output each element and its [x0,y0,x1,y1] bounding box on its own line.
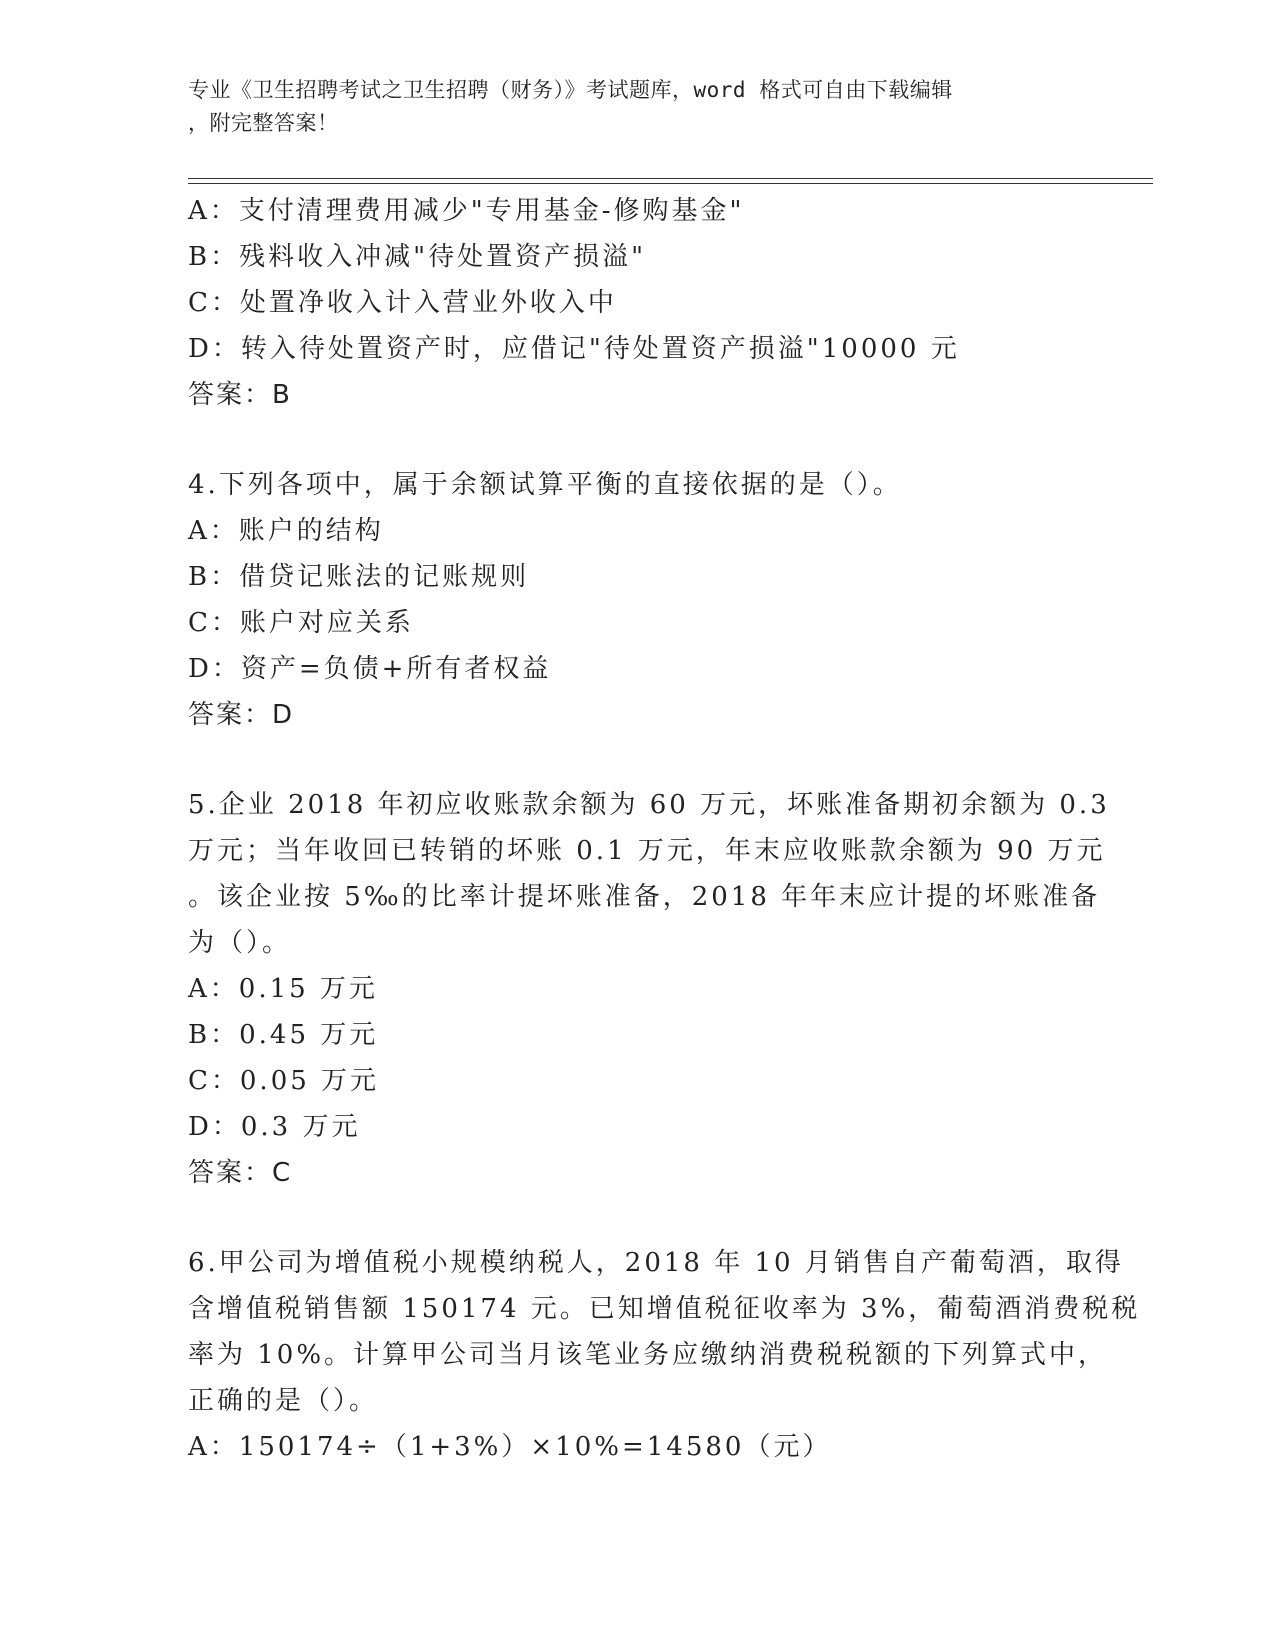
option-d: D：转入待处置资产时，应借记"待处置资产损溢"10000 元 [188,334,960,364]
question-text-line-3: 。该企业按 5‰的比率计提坏账准备，2018 年年末应计提的坏账准备 [188,882,1101,912]
spacer [188,418,1088,462]
question-list [188,188,1141,1470]
option-b: B：借贷记账法的记账规则 [188,562,530,592]
document-header [188,74,1078,140]
option-a: A：账户的结构 [188,516,384,546]
option-a: A：150174÷（1+3%）×10%=14580（元） [188,1432,832,1462]
option-c: C：账户对应关系 [188,608,414,638]
option-b: B：0.45 万元 [188,1020,379,1050]
option-b: B：残料收入冲减"待处置资产损溢" [188,242,647,272]
question-text-line-3: 率为 10%。计算甲公司当月该笔业务应缴纳消费税税额的下列算式中， [188,1340,1108,1370]
option-d: D：资产=负债+所有者权益 [188,654,552,684]
question-text: 4.下列各项中，属于余额试算平衡的直接依据的是（）。 [188,470,902,500]
option-a: A：支付清理费用减少"专用基金-修购基金" [188,196,745,226]
answer-label: 答案：D [188,700,295,730]
question-4 [188,462,1088,738]
question-text-line-2: 万元；当年收回已转销的坏账 0.1 万元，年末应收账款余额为 90 万元 [188,836,1106,866]
question-text-line-1: 6.甲公司为增值税小规模纳税人，2018 年 10 月销售自产葡萄酒，取得 [188,1248,1124,1278]
question-text-line-4: 为（）。 [188,928,292,958]
question-text-line-2: 含增值税销售额 150174 元。已知增值税征收率为 3%，葡萄酒消费税税 [188,1294,1141,1324]
spacer [188,1196,1088,1240]
header-divider-top [188,178,1153,179]
header-line-1: 专业《卫生招聘考试之卫生招聘（财务）》考试题库，word 格式可自由下载编辑 [188,78,953,102]
question-text-line-4: 正确的是（）。 [188,1386,379,1416]
answer-label: 答案：C [188,1158,293,1188]
question-3 [188,188,1088,418]
header-divider-bottom [188,183,1153,184]
question-text-line-1: 5.企业 2018 年初应收账款余额为 60 万元，坏账准备期初余额为 0.3 [188,790,1110,820]
option-a: A：0.15 万元 [188,974,378,1004]
option-c: C：0.05 万元 [188,1066,380,1096]
answer-label: 答案：B [188,380,292,410]
option-d: D：0.3 万元 [188,1112,361,1142]
spacer [188,738,1088,782]
option-c: C：处置净收入计入营业外收入中 [188,288,617,318]
question-5 [188,782,1110,1196]
question-6 [188,1240,1141,1470]
header-line-2: ，附完整答案！ [188,111,339,135]
